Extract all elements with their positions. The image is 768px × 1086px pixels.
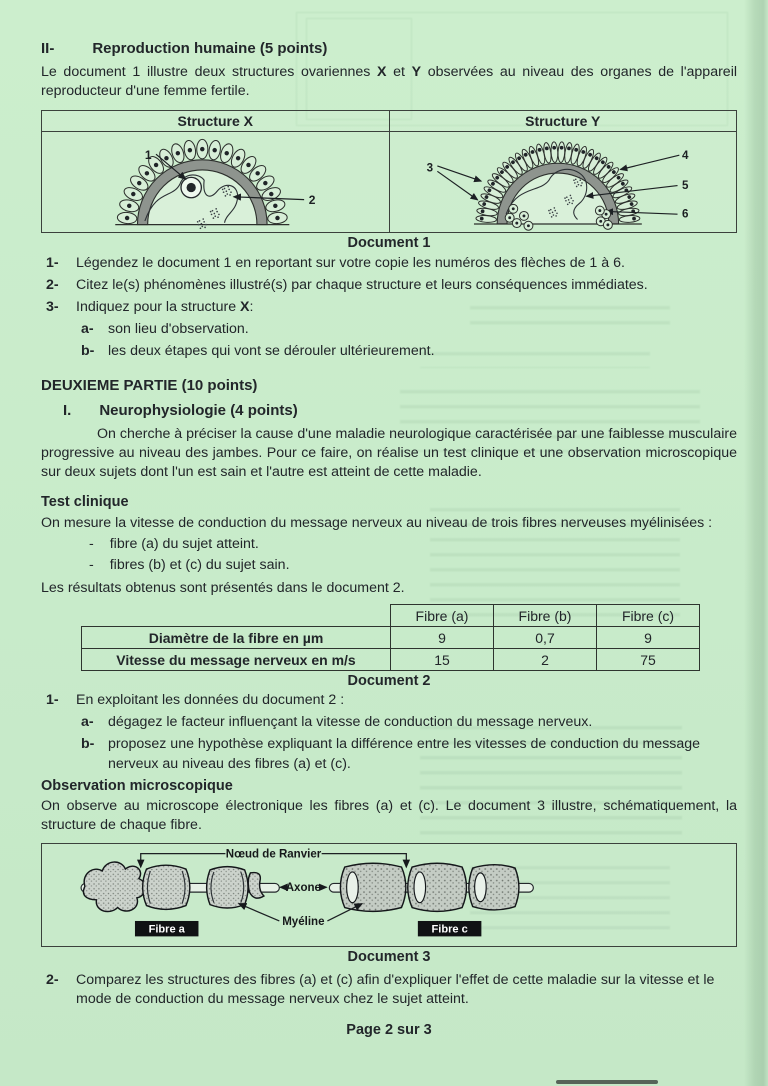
node-of-ranvier-label: Nœud de Ranvier <box>225 848 322 861</box>
question-item <box>41 298 737 317</box>
question-number: 3- <box>46 298 59 315</box>
myelin-label: Myéline <box>282 915 325 928</box>
column-header: Fibre (b) <box>494 605 597 627</box>
text-fragment-bold: X <box>377 64 387 80</box>
table-cell-blank <box>82 605 391 627</box>
neurophysiology-heading <box>41 402 737 419</box>
question-text: Indiquez pour la structure X: <box>76 298 254 315</box>
question-item <box>41 971 737 1009</box>
page-number: Page 2 sur 3 <box>346 1022 432 1039</box>
part2-heading: DEUXIEME PARTIE (10 points) <box>41 376 258 394</box>
dash: - <box>89 536 94 553</box>
list-item-text: fibres (b) et (c) du sujet sain. <box>109 557 290 574</box>
document3-caption: Document 3 <box>347 949 431 966</box>
question-text: son lieu d'observation. <box>108 320 249 337</box>
structure-y-diagram <box>390 132 737 232</box>
question-text: En exploitant les données du document 2 : <box>76 692 345 709</box>
table-cell: 9 <box>597 627 700 649</box>
document1-figure <box>41 110 737 233</box>
row-label: Diamètre de la fibre en µm <box>82 627 391 649</box>
table-cell: 15 <box>391 649 494 671</box>
dash: - <box>89 557 94 574</box>
section-title: Reproduction humaine (5 points) <box>92 40 328 57</box>
table-cell: 0,7 <box>494 627 597 649</box>
axon-label: Axone <box>285 882 321 895</box>
document2-table <box>81 604 700 671</box>
question-subitem <box>41 342 737 361</box>
list-item <box>41 535 737 554</box>
table-row <box>82 649 700 671</box>
text-fragment: et <box>386 64 412 80</box>
row-label: Vitesse du message nerveux en m/s <box>82 649 391 671</box>
question-text: les deux étapes qui vont se dérouler ultérieurement. <box>108 342 435 359</box>
label-1: 1 <box>144 147 152 162</box>
question-item <box>41 254 737 273</box>
question-item <box>41 691 737 710</box>
label-2: 2 <box>308 192 316 207</box>
label-4: 4 <box>681 148 688 162</box>
question-text: Citez le(s) phénomènes illustré(s) par chaque structure et leurs conséquences immédiates. <box>76 276 648 293</box>
question-item <box>41 276 737 295</box>
column-header: Fibre (a) <box>391 605 494 627</box>
fibre-a-label: Fibre a <box>148 923 185 936</box>
question-number: a- <box>81 320 94 337</box>
label-3: 3 <box>426 160 433 174</box>
list-item-text: fibre (a) du sujet atteint. <box>109 536 259 553</box>
question-number: b- <box>81 736 95 753</box>
test-clinique-paragraph: On mesure la vitesse de conduction du message nerveux au niveau de trois fibres nerveuses myélinisées : <box>41 514 713 531</box>
question-number: 1- <box>46 254 59 271</box>
question-number: a- <box>81 714 94 731</box>
document1-caption: Document 1 <box>347 234 431 251</box>
text-fragment: Le document 1 illustre deux structures ovariennes <box>41 64 378 80</box>
question-text: proposez une hypothèse expliquant la différence entre les vitesses de conduction du message nerveux au niveau des fibres (a) et (c). <box>108 736 701 772</box>
table-cell: 75 <box>597 649 700 671</box>
intro-paragraph <box>41 63 737 102</box>
question-subitem <box>41 735 737 773</box>
fibre-c-label: Fibre c <box>431 923 468 936</box>
list-item <box>41 556 737 575</box>
subsection-number: I. <box>63 401 72 419</box>
table-cell: 2 <box>494 649 597 671</box>
section-heading-reproduction <box>41 40 737 57</box>
scan-smudge-artifact <box>556 1080 658 1084</box>
question-number: 1- <box>46 692 59 709</box>
question-subitem <box>41 320 737 339</box>
question-text: Légendez le document 1 en reportant sur votre copie les numéros des flèches de 1 à 6. <box>76 254 625 271</box>
scan-edge-shadow <box>744 0 768 1086</box>
observation-heading: Observation microscopique <box>41 777 233 794</box>
question-text: Comparez les structures des fibres (a) et (c) afin d'expliquer l'effet de cette maladie sur la vitesse et le mode de conduction du message nerveux chez le sujet atteint. <box>76 972 715 1008</box>
test-clinique-heading: Test clinique <box>41 493 129 510</box>
label-6: 6 <box>681 207 688 221</box>
structure-y-header: Structure Y <box>525 112 601 129</box>
column-header: Fibre (c) <box>597 605 700 627</box>
structure-x-header: Structure X <box>42 111 390 131</box>
text-fragment: observées au niveau des organes de l'appareil reproducteur d'une femme fertile. <box>41 64 738 100</box>
question-text: dégagez le facteur influençant la vitesse de conduction du message nerveux. <box>108 714 593 731</box>
question-number: 2- <box>46 276 59 293</box>
myelin-damaged-segment <box>207 867 248 908</box>
subsection-title: Neurophysiologie (4 points) <box>99 401 298 419</box>
label-5: 5 <box>681 178 688 192</box>
table-header-row <box>82 605 700 627</box>
question-number: b- <box>81 342 95 359</box>
results-paragraph: Les résultats obtenus sont présentés dans le document 2. <box>41 580 405 597</box>
part2-intro-paragraph: On cherche à préciser la cause d'une maladie neurologique caractérisée par une faiblesse musculaire progressive au niveau des jambes. Pour ce faire, on réalise un test clinique et une observation microscopique sur deux sujets dont l'un est sain et l'autre est atteint de cette maladie. <box>41 425 737 481</box>
structure-x-diagram <box>42 132 390 232</box>
document3-figure <box>41 843 737 947</box>
table-cell: 9 <box>391 627 494 649</box>
question-subitem <box>41 713 737 732</box>
table-row <box>82 627 700 649</box>
question-number: 2- <box>46 972 59 989</box>
section-number: II- <box>41 40 55 57</box>
text-fragment-bold: Y <box>411 64 422 80</box>
myelin-damaged-segment <box>83 862 145 911</box>
document2-caption: Document 2 <box>347 673 431 690</box>
observation-paragraph: On observe au microscope électronique les fibres (a) et (c). Le document 3 illustre, schématiquement, la structure de chaque fibre. <box>41 797 737 833</box>
